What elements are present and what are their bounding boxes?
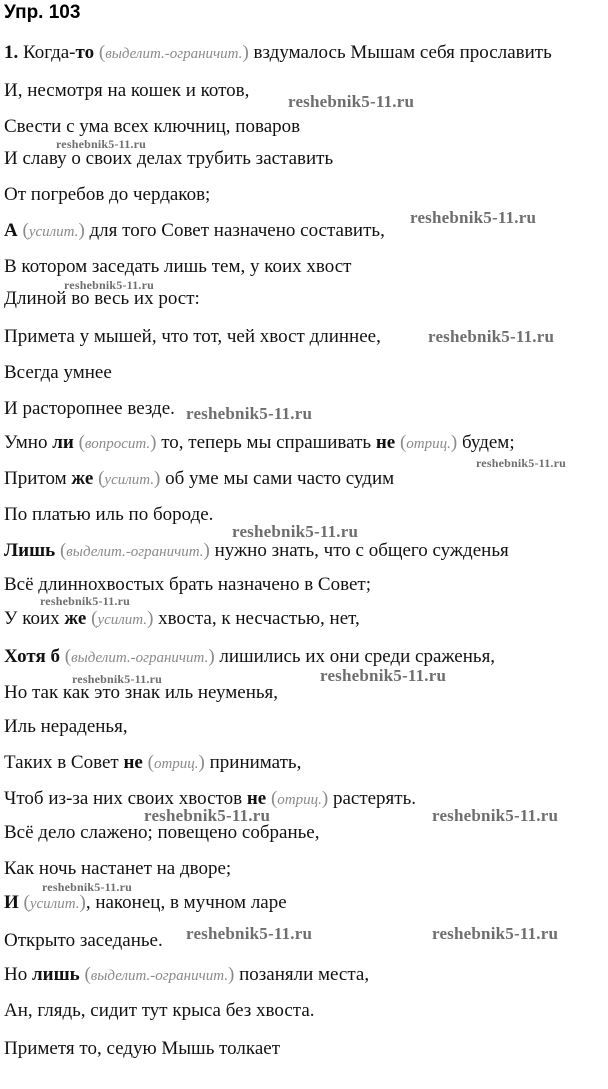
watermark: reshebnik5-11.ru xyxy=(64,278,154,292)
text-line: 1. Когда-то (выделит.-ограничит.) вздумалось Мышам себя прославить xyxy=(4,42,552,63)
particle: не xyxy=(375,432,396,453)
exercise-title: Упр. 103 xyxy=(4,2,81,23)
text-line: У коих же (усилит.) хвоста, к несчастью, нет, xyxy=(4,608,360,629)
text-line: Всё дело слажено; повещено собранье, xyxy=(4,822,320,843)
particle: Лишь xyxy=(4,540,56,561)
text-line: Приметя то, седую Мышь толкает xyxy=(4,1038,281,1059)
particle-note: выделит.-ограничит. xyxy=(66,544,204,560)
text-line: Как ночь настанет на дворе; xyxy=(4,858,232,879)
text-line: Лишь (выделит.-ограничит.) нужно знать, что с общего сужденья xyxy=(4,540,509,561)
particle: Хотя б xyxy=(4,646,60,667)
text-line: Свести с ума всех ключниц, поваров xyxy=(4,116,301,137)
text-line: Умно ли (вопросит.) то, теперь мы спрашивать не (отриц.) будем; xyxy=(4,432,515,453)
watermark: reshebnik5-11.ru xyxy=(428,327,555,346)
particle-note: вопросит. xyxy=(84,436,151,452)
text-line: Хотя б (выделит.-ограничит.) лишились их они среди сраженья, xyxy=(4,646,496,667)
particle: ли xyxy=(52,432,74,453)
particle: же xyxy=(64,608,87,629)
text-line: В котором заседать лишь тем, у коих хвост xyxy=(4,256,352,277)
text-line: И (усилит.), наконец, в мучном ларе xyxy=(4,892,287,913)
text-line: Но так как это знак иль неуменья, xyxy=(4,682,279,703)
text-line: По платью иль по бороде. xyxy=(4,504,214,525)
text-line: Всегда умнее xyxy=(4,362,112,383)
watermark: reshebnik5-11.ru xyxy=(232,522,359,541)
text-line: Открыто заседанье. xyxy=(4,930,163,951)
particle-note: выделит.-ограничит. xyxy=(71,650,209,666)
text-line: И, несмотря на кошек и котов, xyxy=(4,80,250,101)
particle-note: выделит.-ограничит. xyxy=(90,968,229,984)
text-line: Иль нераденья, xyxy=(4,716,128,737)
watermark: reshebnik5-11.ru xyxy=(56,137,146,151)
particle: не xyxy=(123,752,143,773)
particle: же xyxy=(71,468,94,489)
watermark: reshebnik5-11.ru xyxy=(42,880,132,894)
particle-note: усилит. xyxy=(29,896,80,912)
text-line: Всё длиннохвостых брать назначено в Совет; xyxy=(4,574,371,595)
watermark: reshebnik5-11.ru xyxy=(72,672,162,686)
text-line: Ан, глядь, сидит тут крыса без хвоста. xyxy=(4,1000,315,1021)
watermark: reshebnik5-11.ru xyxy=(144,806,271,825)
watermark: reshebnik5-11.ru xyxy=(288,92,415,111)
text-line: От погребов до чердаков; xyxy=(4,184,211,205)
watermark: reshebnik5-11.ru xyxy=(432,806,559,825)
item-number: 1. xyxy=(4,42,19,63)
text-line: Чтоб из-за них своих хвостов не (отриц.) растерять. xyxy=(4,788,417,809)
watermark: reshebnik5-11.ru xyxy=(476,456,566,470)
text-line: Примета у мышей, что тот, чей хвост длиннее, xyxy=(4,326,381,347)
particle: не xyxy=(246,788,267,809)
particle: А xyxy=(4,220,18,241)
particle: то xyxy=(75,42,95,63)
text-line: Длиной во весь их рост: xyxy=(4,288,200,309)
text-line: И расторопнее везде. xyxy=(4,398,175,419)
text-line: Но лишь (выделит.-ограничит.) позаняли места, xyxy=(4,964,370,985)
particle-note: отриц. xyxy=(406,436,451,452)
text-line: Притом же (усилит.) об уме мы сами часто судим xyxy=(4,468,395,489)
particle-note: усилит. xyxy=(97,612,148,628)
particle: лишь xyxy=(31,964,80,985)
watermark: reshebnik5-11.ru xyxy=(186,924,313,943)
watermark: reshebnik5-11.ru xyxy=(432,924,559,943)
watermark: reshebnik5-11.ru xyxy=(410,208,537,227)
watermark: reshebnik5-11.ru xyxy=(40,594,130,608)
particle-note: отриц. xyxy=(153,756,199,772)
watermark: reshebnik5-11.ru xyxy=(186,404,313,423)
text-line: И славу о своих делах трубить заставить xyxy=(4,148,334,169)
particle-note: выделит.-ограничит. xyxy=(105,46,243,62)
particle: И xyxy=(4,892,19,913)
particle-note: усилит. xyxy=(28,224,79,240)
watermark: reshebnik5-11.ru xyxy=(320,666,447,685)
text-line: Таких в Совет не (отриц.) принимать, xyxy=(4,752,302,773)
particle-note: усилит. xyxy=(104,472,155,488)
particle-note: отриц. xyxy=(277,792,322,808)
text-line: А (усилит.) для того Совет назначено составить, xyxy=(4,220,385,241)
